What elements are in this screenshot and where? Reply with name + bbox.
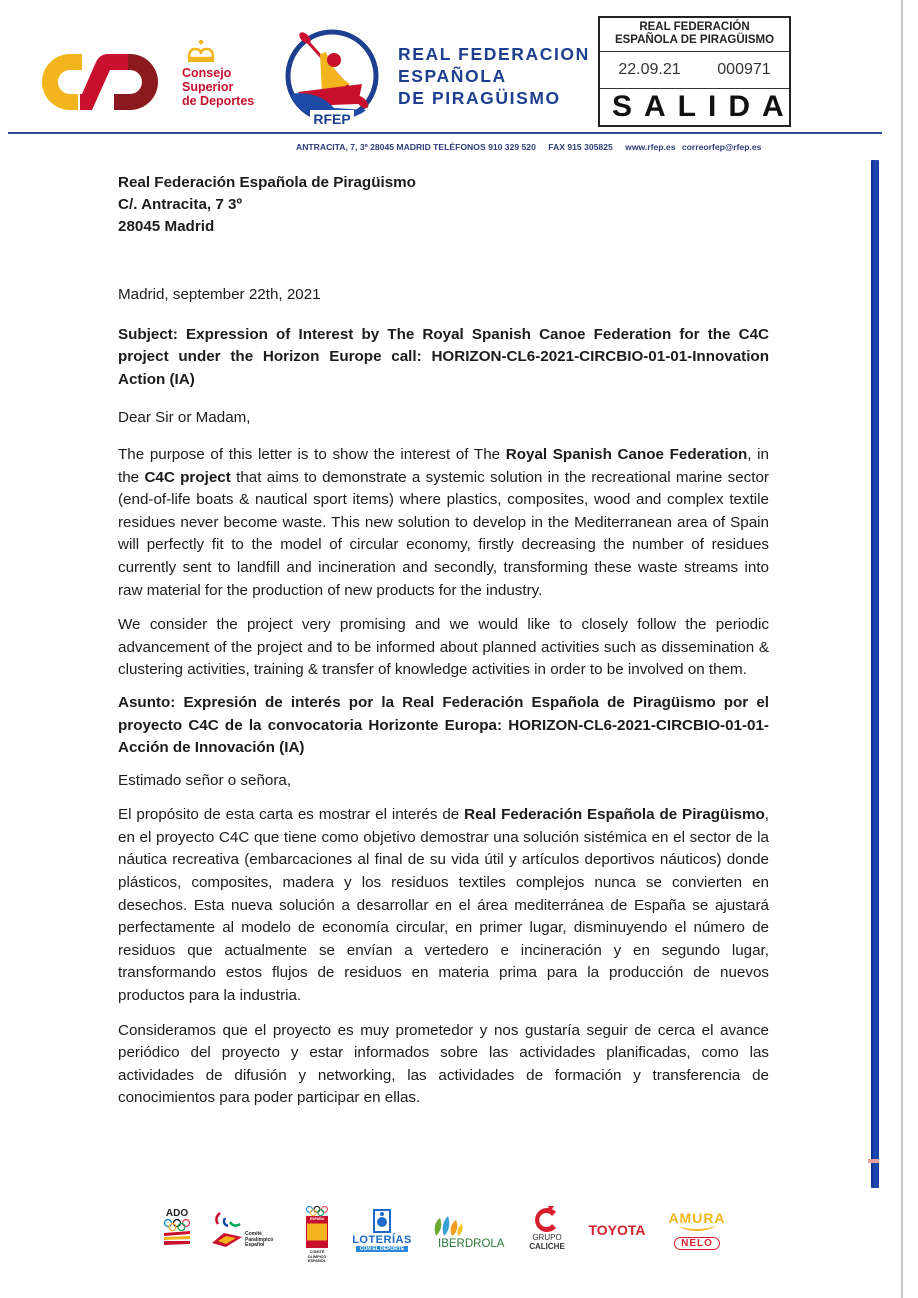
paragraph-follow-en: We consider the project very promising and we would like to closely follow the periodic advancement of the project and to be informed about planned activities such as dissemination & clustering activities, training & transfer of knowledge activities in order to be involved on them. [118,616,769,679]
crown-icon [186,40,216,64]
paralimpico-flag-icon [212,1233,242,1247]
contact-email[interactable]: correorfep@rfep.es [681,142,762,152]
salutation-en: Dear Sir or Madam, [118,409,251,427]
coe-caption-1: COMITÉ OLÍMPICO [307,1250,327,1259]
stamp-head-line-2: ESPAÑOLA DE PIRAGÜISMO [614,34,775,46]
stamp-head-line-1: REAL FEDERACIÓN [639,21,750,33]
subject-es: Asunto: Expresión de interés por la Real Federación Española de Piragüismo por el proyecto C4C de la convocatoria Horizonte Europa: HORIZON-CL6-2021-CIRCBIO-01-01-Acción de Innovación (IA) [118,693,769,757]
contact-address: ANTRACITA, 7, 3º 28045 MADRID TELÉFONOS 910 329 520 [296,142,536,152]
paralimpico-text-3: Español [245,1242,265,1248]
toyota-text: TOYOTA [588,1222,646,1238]
rfep-badge-text: RFEP [313,111,351,127]
csd-wordmark [182,40,272,108]
amura-nelo-logos [664,1210,730,1250]
paragraph-purpose-en [118,444,769,602]
sponsor-logos [160,1202,740,1272]
address-line-3: 28045 Madrid [118,218,215,235]
address-line-1: Real Federación Española de Piragüismo [118,174,416,191]
para1-bold-1: Royal Spanish Canoe Federation [505,445,748,463]
rfep-title-line-1: REAL FEDERACION [398,44,590,64]
csd-logo [30,50,170,114]
olympic-rings-icon [163,1219,191,1231]
binding-mark-accent [868,1159,879,1163]
subject-en: Subject: Expression of Interest by The Royal Spanish Canoe Federation for the C4C project under the Horizon Europe call: HORIZON-CL6-2021-CIRCBIO-01-01-Innovation Action (IA) [118,325,769,388]
nelo-text: NELO [674,1237,720,1250]
rfep-title-line-3: DE PIRAGÜISMO [398,88,561,108]
paragraph-follow-es: Consideramos que el proyecto es muy prometedor y nos gustaría seguir de cerca el avance periódico del proyecto y estar informados sobre las actividades planificadas, como las actividades de difusión y networking, las actividades de formación y transferencia de conocimientos para poder participar en ellas. [118,1021,769,1107]
registry-stamp [598,16,796,127]
recipient-address [118,172,769,238]
paralimpico-text-2: Paralímpico [245,1236,274,1243]
contact-web[interactable]: www.rfep.es [625,142,676,152]
paralimpico-logo [212,1210,282,1249]
iberdrola-leaves-icon [432,1214,464,1238]
csd-line-1: Consejo [182,66,232,80]
para1-text-1: The purpose of this letter is to show the interest of The [118,445,506,463]
caliche-text-2: CALICHE [529,1241,565,1251]
spain-stripes-icon [164,1231,190,1245]
coe-logo [300,1206,334,1264]
address-line-2: C/. Antracita, 7 3º [118,196,242,213]
para1-bold-2: C4C project [144,468,231,486]
stamp-details [600,52,789,89]
amura-text: AMURA [668,1210,726,1226]
caliche-c-icon [534,1206,560,1234]
para3-bold-1: Real Federación Española de Piragüismo [464,806,765,824]
para1-text-2: , in the [118,445,769,486]
contact-fax: FAX 915 305825 [548,142,613,152]
ado-logo [160,1208,194,1245]
stamp-header [600,18,789,52]
para3-text-2: , en el proyecto C4C que tiene como objetivo demostrar una solución sistémica en el sector de la náutica recreativa (embarcaciones al final de su vida útil y artículos deportivos náuticos) donde plásticos, composites, madera y los residuos textiles complejos nunca se convierten en desechos. Esta nueva solución a desarrollar en el área mediterránea de España se ajustará perfectamente al modelo de economía circular, en primer lugar, disminuyendo el número de residuos que actualmente se envían a vertedero e incineración y en segundo lugar, transformando estos flujos de residuos en materia prima para la producción de nuevos productos para la industria. [118,806,770,1005]
amura-wing-icon [677,1226,717,1234]
salutation-es: Estimado señor o señora, [118,771,292,789]
header-divider [8,132,882,134]
iberdrola-logo [432,1214,516,1250]
stamp-label: SALIDA [612,90,796,123]
paralimpico-text-1: Comité [245,1231,262,1237]
stamp-date: 22.09.21 [618,61,681,78]
grupo-caliche-logo [526,1206,568,1251]
loterias-tagline: CON EL DEPORTE [356,1246,408,1252]
coe-badge-text: ESPAÑA [309,1217,325,1221]
paragraph-purpose-es [118,804,769,1007]
para3-text-1: El propósito de esta carta es mostrar el interés de [118,806,465,824]
csd-line-3: de Deportes [182,94,255,108]
rfep-title-line-2: ESPAÑOLA [398,66,507,86]
iberdrola-text: IBERDROLA [438,1238,505,1250]
rfep-logo [278,14,386,128]
loterias-logo [350,1208,414,1252]
binding-mark [871,160,879,1188]
rfep-title [398,43,590,109]
page-edge [901,0,903,1298]
coe-shield [306,1216,328,1248]
contact-line [296,142,761,152]
loterias-icon [373,1208,391,1234]
stamp-number: 000971 [717,61,771,78]
agitos-icon [212,1210,242,1232]
loterias-text: LOTERÍAS [352,1234,412,1246]
olympic-rings-icon [305,1206,329,1216]
para1-text-3: that aims to demonstrate a systemic solution in the recreational marine sector (end-of-life boats & nautical sport items) where plastics, composites, wood and complex textile residues never become waste. This new solution to develop in the Mediterranean area of Spain will perfectly fit to the model of circular economy, firstly decreasing the number of residues currently sent to landfill and incineration and secondly, transforming these waste streams into raw material for the production of new products for the industry. [118,468,769,599]
letter-body [118,172,769,1110]
toyota-logo [584,1222,650,1238]
ado-text: ADO [165,1208,189,1219]
coe-caption-2: ESPAÑOL [307,1259,327,1263]
caliche-text-1: GRUPO [532,1233,562,1242]
letter-date: Madrid, september 22th, 2021 [118,286,321,303]
csd-line-2: Superior [182,80,234,94]
